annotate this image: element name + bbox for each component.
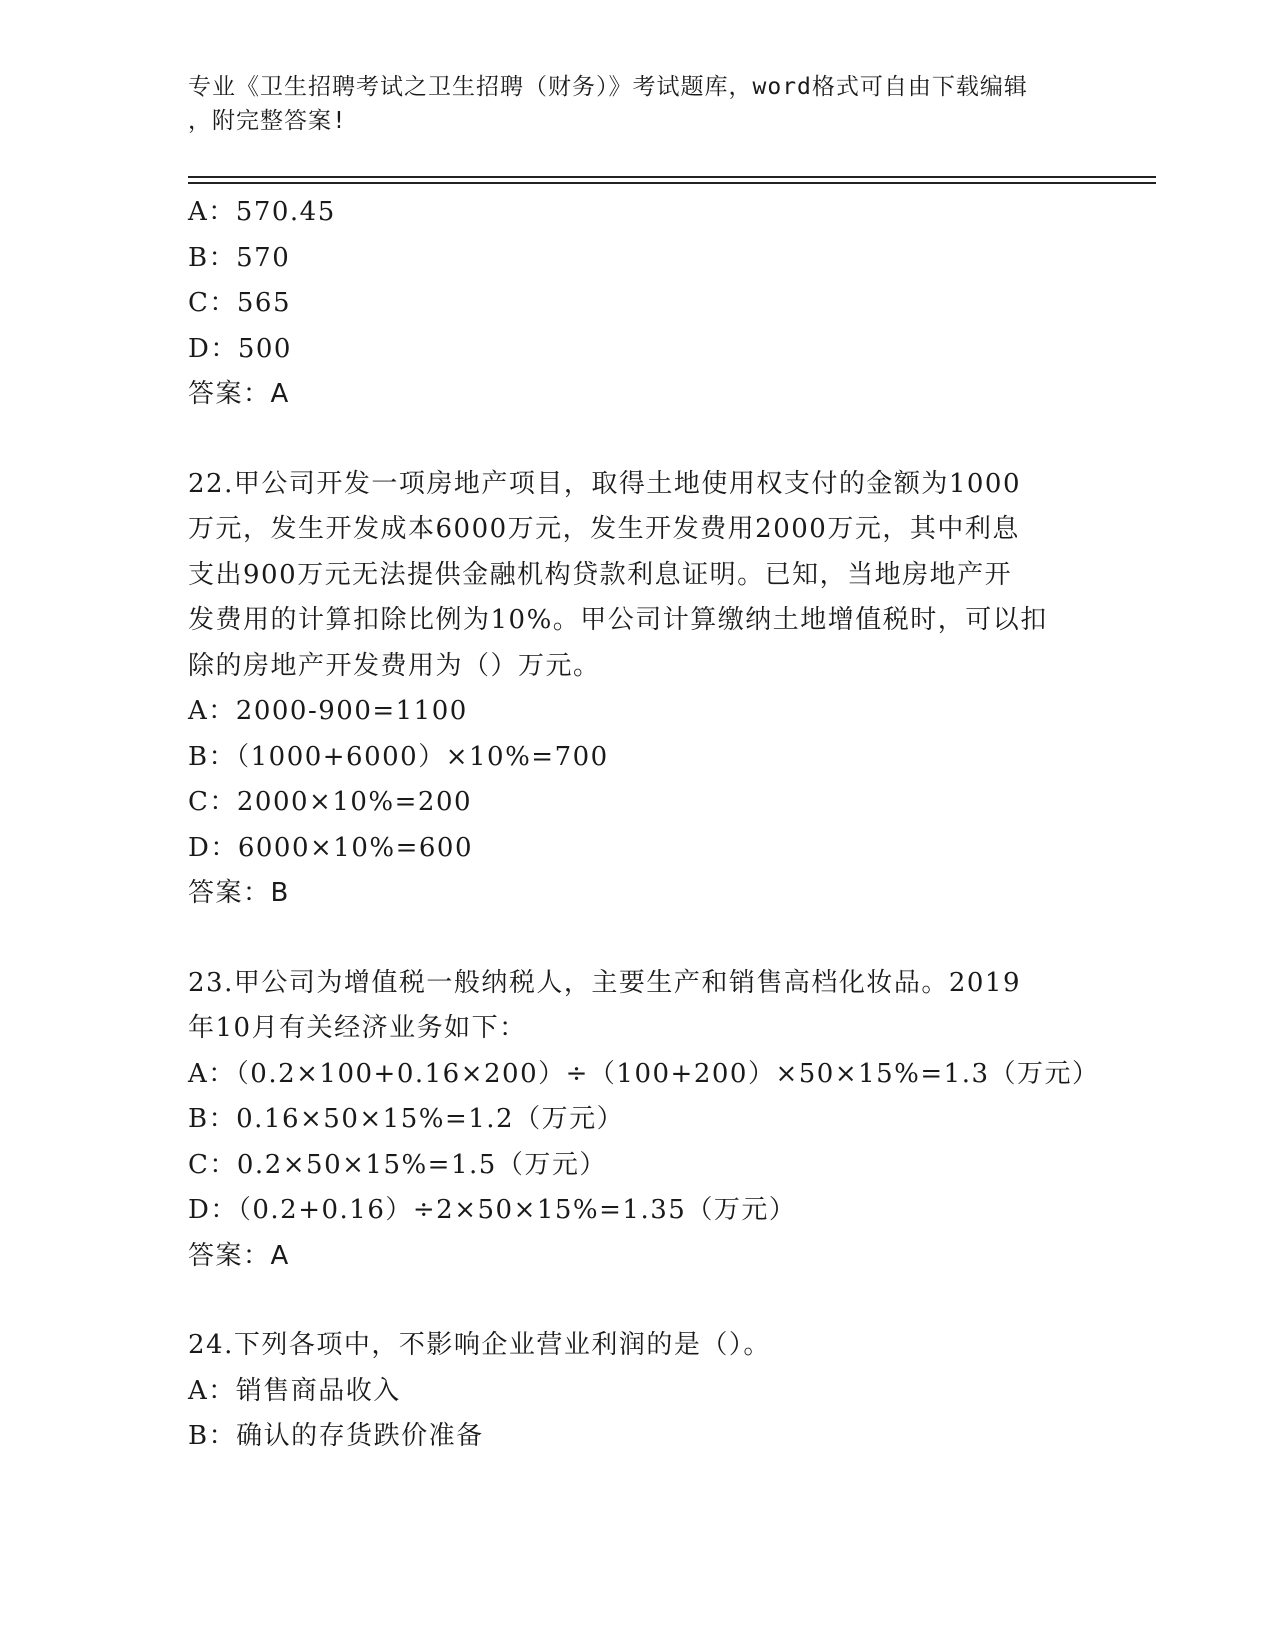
option-c: C：0.2×50×15%=1.5（万元） [188,1149,607,1180]
question-list [188,190,1100,1460]
option-b: B：0.16×50×15%=1.2（万元） [188,1104,625,1134]
option-b: B：570 [188,242,291,273]
option-b: B：确认的存货跌价准备 [188,1421,484,1451]
option-a: A：（0.2×100+0.16×200）÷（100+200）×50×15%=1.3（万元） [188,1058,1100,1089]
stem-line: 万元，发生开发成本6000万元，发生开发费用2000万元，其中利息 [188,514,1020,544]
question-block-24 [188,1323,1088,1460]
stem-line: 除的房地产开发费用为（）万元。 [188,650,601,681]
question-stem [188,1323,1088,1369]
header-divider [188,182,1156,184]
option-d: D：500 [188,333,292,364]
stem-line: 23.甲公司为增值税一般纳税人，主要生产和销售高档化妆品。2019 [188,967,1022,998]
document-header [188,70,1078,138]
header-title-line-1: 专业《卫生招聘考试之卫生招聘（财务）》考试题库，word格式可自由下载编辑 [188,74,1028,100]
option-c: C：2000×10%=200 [188,787,473,817]
option-b: B：（1000+6000）×10%=700 [188,741,609,772]
option-a: A：2000-900=1100 [188,696,468,726]
question-block-prev [188,190,1088,418]
stem-line: 支出900万元无法提供金融机构贷款利息证明。已知，当地房地产开 [188,559,1013,590]
stem-line: 年10月有关经济业务如下： [188,1013,527,1043]
header-divider [188,176,1156,178]
stem-line: 24.下列各项中，不影响企业营业利润的是（）。 [188,1330,771,1360]
stem-line: 22.甲公司开发一项房地产项目，取得土地使用权支付的金额为1000 [188,468,1022,499]
option-a: A：销售商品收入 [188,1375,401,1406]
question-block-22 [188,462,1088,917]
question-stem [188,961,1088,1052]
answer-line: 答案：A [188,379,290,409]
question-block-23 [188,961,1100,1280]
answer-line: 答案：B [188,878,290,908]
stem-line: 发费用的计算扣除比例为10%。甲公司计算缴纳土地增值税时，可以扣 [188,605,1048,635]
option-d: D：（0.2+0.16）÷2×50×15%=1.35（万元） [188,1195,797,1225]
option-d: D：6000×10%=600 [188,832,473,863]
option-a: A：570.45 [188,197,336,227]
question-stem [188,462,1088,690]
answer-line: 答案：A [188,1240,290,1271]
option-c: C：565 [188,288,292,318]
header-title-line-2: ，附完整答案! [188,108,347,134]
